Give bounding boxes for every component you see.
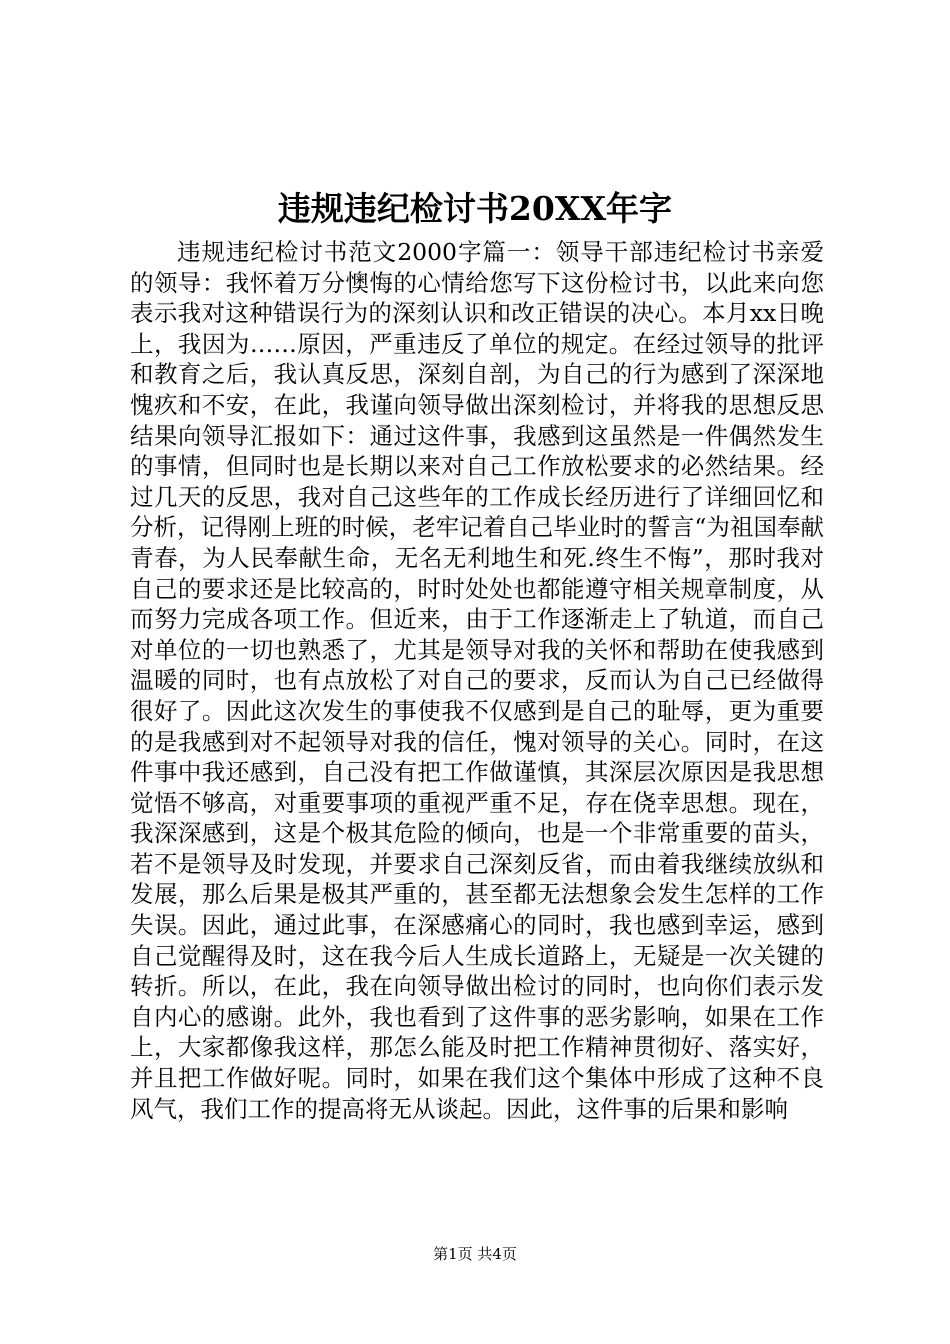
page-indicator: 第1页 共4页 xyxy=(433,1245,517,1263)
document-title: 违规违纪检讨书20XX年字 xyxy=(277,189,673,228)
document-body: 违规违纪检讨书范文2000字篇一：领导干部违纪检讨书亲爱的领导：我怀着万分懊悔的心情给您写下这份检讨书，以此来向您表示我对这种错误行为的深刻认识和改正错误的决心。本月xx日晚上，我因为……原因，严重违反了单位的规定。在经过领导的批评和教育之后，我认真反思，深刻自剖，为自己的行为感到了深深地愧疚和不安，在此，我谨向领导做出深刻检讨，并将我的思想反思结果向领导汇报如下：通过这件事，我感到这虽然是一件偶然发生的事情，但同时也是长期以来对自己工作放松要求的必然结果。经过几天的反思，我对自己这些年的工作成长经历进行了详细回忆和分析，记得刚上班的时候，老牢记着自己毕业时的誓言“为祖国奉献青春，为人民奉献生命，无名无利地生和死.终生不悔”，那时我对自己的要求还是比较高的，时时处处也都能遵守相关规章制度，从而努力完成各项工作。但近来，由于工作逐渐走上了轨道，而自己对单位的一切也熟悉了，尤其是领导对我的关怀和帮助在使我感到温暖的同时，也有点放松了对自己的要求，反而认为自己已经做得很好了。因此这次发生的事使我不仅感到是自己的耻辱，更为重要的是我感到对不起领导对我的信任，愧对领导的关心。同时，在这件事中我还感到，自己没有把工作做谨慎，其深层次原因是我思想觉悟不够高，对重要事项的重视严重不足，存在侥幸思想。现在，我深深感到，这是个极其危险的倾向，也是一个非常重要的苗头，若不是领导及时发现，并要求自己深刻反省，而由着我继续放纵和发展，那么后果是极其严重的，甚至都无法想象会发生怎样的工作失误。因此，通过此事，在深感痛心的同时，我也感到幸运，感到自己觉醒得及时，这在我今后人生成长道路上，无疑是一次关键的转折。所以，在此，我在向领导做出检讨的同时，也向你们表示发自内心的感谢。此外，我也看到了这件事的恶劣影响，如果在工作上，大家都像我这样，那怎么能及时把工作精神贯彻好、落实好，并且把工作做好呢。同时，如果在我们这个集体中形成了这种不良风气，我们工作的提高将无从谈起。因此，这件事的后果和影响 xyxy=(130,238,824,1123)
